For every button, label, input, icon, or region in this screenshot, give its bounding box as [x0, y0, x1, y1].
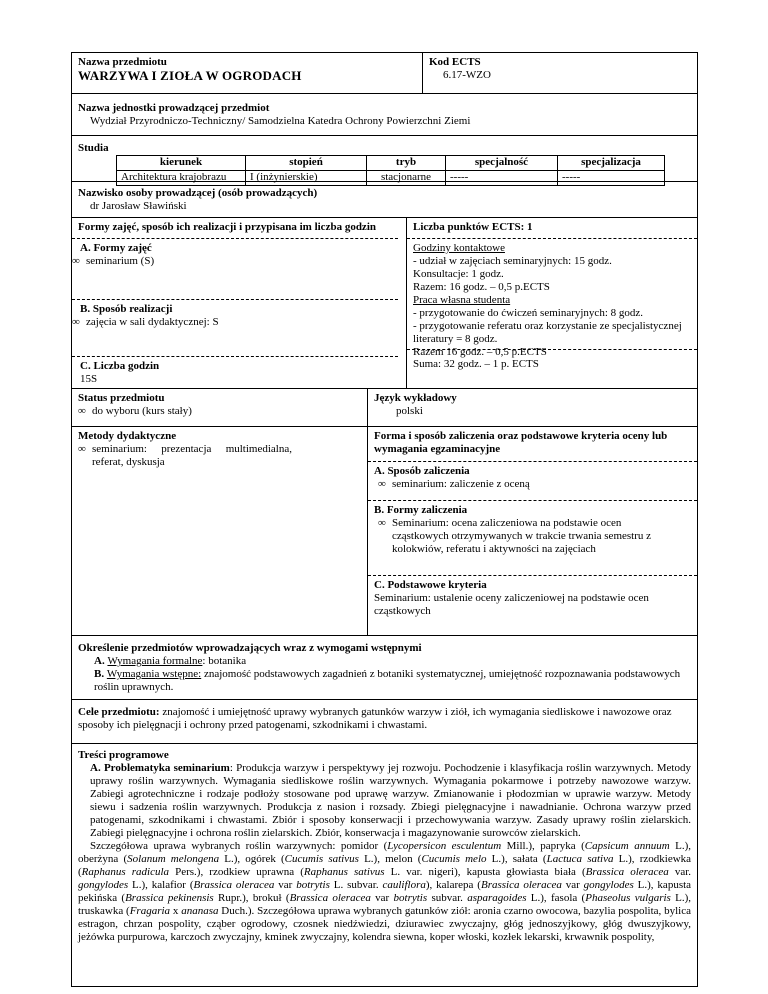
contact-line: - udział w zajęciach seminaryjnych: 15 godz.	[413, 255, 612, 267]
latin-name: Cucumis melo	[421, 853, 487, 865]
content-text: L. var. nigeri), kapusta głowiasta biała (	[384, 866, 586, 878]
forms-b-item	[72, 316, 392, 329]
assessment-a-value: seminarium: zaliczenie z oceną	[392, 478, 530, 490]
studia-value-tryb: stacjonarne	[367, 171, 446, 186]
bullet-icon: ∞	[378, 478, 386, 490]
content-text: Rupr.), brokuł (	[213, 892, 290, 904]
latin-name: botrytis	[296, 879, 330, 891]
forms-a-label: A. Formy zajęć	[80, 242, 152, 254]
assessment-b-value: Seminarium: ocena zaliczeniowa na podstawie ocen cząstkowych otrzymywanych w trakcie trwania semestru z kolokwiów, referatu i aktywności na zajęciach	[392, 517, 652, 555]
ects-points-sum: Suma: 32 godz. – 1 p. ECTS	[407, 349, 697, 374]
goals-row	[72, 700, 697, 744]
forms-b-item-text: zajęcia w sali dydaktycznej: S	[86, 316, 219, 328]
forms-cell	[72, 218, 398, 388]
language-value: polski	[396, 405, 423, 417]
subject-name: WARZYWA I ZIOŁA W OGRODACH	[78, 68, 302, 83]
prereq-b	[78, 668, 691, 694]
language-label: Język wykładowy	[374, 392, 457, 404]
content-text: ), kalarepa (	[425, 879, 481, 891]
unit-label: Nazwa jednostki prowadzącej przedmiot	[78, 102, 270, 114]
latin-name: Phaseolus vulgaris	[585, 892, 671, 904]
subject-row	[72, 53, 697, 94]
own-work-line: Razem 16 godz. – 0,5 p.ECTS	[413, 346, 547, 358]
ects-code-label: Kod ECTS	[429, 56, 481, 68]
forms-a-item-text: seminarium (S)	[86, 255, 155, 267]
assessment-b-label: B. Formy zaliczenia	[374, 504, 468, 516]
status-label: Status przedmiotu	[78, 392, 165, 404]
latin-name: Brassica oleracea	[480, 879, 562, 891]
ects-points-cell	[406, 218, 697, 388]
ects-code-cell	[422, 53, 697, 93]
studia-header-specjalizacja: specjalizacja	[558, 156, 665, 171]
content-label: Treści programowe	[78, 749, 169, 761]
forms-c	[72, 356, 398, 393]
contact-hours-title: Godziny kontaktowe	[413, 242, 505, 254]
assessment-c-label: C. Podstawowe kryteria	[374, 579, 487, 591]
status-value: do wyboru (kurs stały)	[92, 405, 192, 417]
assessment-c-value: Seminarium: ustalenie oceny zaliczeniowej na podstawie ocen cząstkowych	[374, 592, 649, 617]
own-work-line: - przygotowanie do ćwiczeń seminaryjnych: 8 godz.	[413, 307, 644, 319]
prereq-a-value: : botanika	[202, 655, 247, 667]
subject-label: Nazwa przedmiotu	[78, 56, 167, 68]
bullet-icon: ∞	[378, 517, 386, 529]
latin-name: Brassica oleracea	[585, 866, 669, 878]
assessment-b-item	[374, 517, 691, 556]
content-a	[78, 762, 691, 840]
content-text: Duch.). Szczegółowa uprawa wybranych gatunków ziół: aronia czarno owocowa, bazylia pospolita, bylica estragon, chrzan pospolity, cząber ogrodowy, czosnek niedźwiedzi, dziurawiec zwyczajny, głóg jednoszyjkowy, głóg dwuszyjkowy, jeżówka purpurowa, karczoch zwyczajny, kminek zwyczajny, kolendra siewna, koper włoski, kozłek lekarski, krwawnik pospolity,	[78, 905, 692, 943]
latin-name: Cucumis sativus	[284, 853, 359, 865]
content-text: L.), melon (	[358, 853, 422, 865]
latin-name: botrytis	[393, 892, 428, 904]
assessment-a-item	[374, 478, 691, 491]
content-p2	[78, 840, 691, 944]
goals-label: Cele przedmiotu:	[78, 706, 160, 718]
lecturer-label: Nazwisko osoby prowadzącej (osób prowadzących)	[78, 187, 318, 199]
content-text: L.), rzodkiewka (	[78, 853, 692, 878]
lecturer-value: dr Jarosław Sławiński	[90, 200, 187, 212]
methods-cell	[72, 427, 367, 635]
latin-name: Brassica pekinensis	[125, 892, 214, 904]
prereq-b-prefix: B.	[94, 668, 107, 680]
studia-value-stopien: I (inżynierskie)	[246, 171, 367, 186]
content-text: L.), ogórek (	[219, 853, 285, 865]
prereq-a-title: Wymagania formalne	[107, 655, 203, 667]
own-work-line: - przygotowanie referatu oraz korzystanie ze specjalistycznej literatury = 8 godz.	[413, 320, 682, 345]
latin-name: gongylodes	[583, 879, 634, 891]
latin-name: Solanum melongena	[127, 853, 220, 865]
methods-row	[72, 427, 697, 636]
status-row	[72, 389, 697, 427]
course-card	[71, 52, 698, 987]
studia-row	[72, 136, 697, 182]
assessment-label: Forma i sposób zaliczenia oraz podstawowe kryteria oceny lub wymagania egzaminacyjne	[374, 430, 668, 455]
own-work-title: Praca własna studenta	[413, 294, 511, 306]
studia-header-kierunek: kierunek	[117, 156, 246, 171]
latin-name: gongylodes	[78, 879, 129, 891]
content-text: L.), kalafior (	[128, 879, 194, 891]
content-text: L.), truskawka (	[78, 892, 692, 917]
goals-value: znajomość i umiejętność uprawy wybranych gatunków warzyw i ziół, ich wymagania siedliskowe i nawozowe oraz sposoby ich pielęgnacji i ochrony przed patogenami, szkodnikami i chwastami.	[78, 706, 672, 731]
content-text: Pers.), rzodkiew uprawna (	[169, 866, 304, 878]
ects-points-label: Liczba punktów ECTS: 1	[413, 221, 533, 233]
prereq-label: Określenie przedmiotów wprowadzających wraz z wymogami wstępnymi	[78, 642, 422, 654]
studia-label: Studia	[78, 142, 109, 154]
latin-name: Lactuca sativa	[546, 853, 614, 865]
unit-row	[72, 94, 697, 136]
content-text: var.	[668, 866, 692, 878]
bullet-icon: ∞	[78, 443, 86, 455]
assessment-b	[368, 500, 697, 575]
contact-line: Konsultacje: 1 godz.	[413, 268, 504, 280]
status-item	[78, 405, 361, 418]
forms-a	[72, 238, 398, 299]
content-text: x	[170, 905, 182, 917]
content-text: var	[274, 879, 297, 891]
language-cell	[367, 389, 697, 426]
content-text: L.), fasola (	[526, 892, 586, 904]
forms-b	[72, 299, 398, 356]
content-row	[72, 744, 697, 986]
studia-value-specjalizacja: -----	[558, 171, 665, 186]
prereq-b-value: znajomość podstawowych zagadnień z botaniki systematycznej, umiejętność rozpoznawania podstawowych roślin uprawnych.	[94, 668, 681, 693]
studia-value-specjalnosc: -----	[446, 171, 558, 186]
prereq-a	[78, 655, 691, 668]
prereq-row	[72, 636, 697, 700]
content-text: L.), oberżyna (	[78, 840, 691, 865]
assessment-a-label: A. Sposób zaliczenia	[374, 465, 470, 477]
latin-name: Raphanus radicula	[81, 866, 170, 878]
prereq-a-prefix: A.	[94, 655, 108, 667]
studia-header-stopien: stopień	[246, 156, 367, 171]
contact-line: Razem: 16 godz. – 0,5 p.ECTS	[413, 281, 550, 293]
assessment-a	[368, 461, 697, 500]
forms-a-item	[72, 255, 392, 268]
content-text: L.), sałata (	[486, 853, 547, 865]
forms-row	[72, 218, 697, 389]
studia-header-specjalnosc: specjalność	[446, 156, 558, 171]
assessment-cell	[367, 427, 697, 635]
latin-name: ananasa	[181, 905, 219, 917]
forms-c-value: 15S	[80, 373, 98, 385]
bullet-icon: ∞	[72, 255, 80, 267]
content-text: L. subvar.	[329, 879, 383, 891]
ects-points-breakdown	[407, 238, 697, 358]
latin-name: Capsicum annuum	[584, 840, 670, 852]
forms-c-label: C. Liczba godzin	[80, 360, 160, 372]
latin-name: Lycopersicon esculentum	[387, 840, 502, 852]
studia-value-kierunek: Architektura krajobrazu	[117, 171, 246, 186]
studia-header-tryb: tryb	[367, 156, 446, 171]
content-text: var	[561, 879, 584, 891]
latin-name: asparagoides	[467, 892, 527, 904]
forms-label: Formy zajęć, sposób ich realizacji i przypisana im liczba godzin	[78, 221, 376, 233]
latin-name: Brassica oleracea	[193, 879, 275, 891]
latin-name: Brassica oleracea	[289, 892, 371, 904]
status-cell	[72, 389, 367, 426]
forms-b-label: B. Sposób realizacji	[80, 303, 173, 315]
content-text: L.), kapusta pekińska (	[78, 879, 692, 904]
subject-cell	[72, 53, 422, 93]
bullet-icon: ∞	[72, 316, 80, 328]
studia-header-row	[117, 156, 665, 171]
unit-value: Wydział Przyrodniczo-Techniczny/ Samodzielna Katedra Ochrony Powierzchni Ziemi	[90, 115, 471, 127]
assessment-c	[368, 575, 697, 621]
content-text: Szczegółowa uprawa wybranych roślin warzywnych: pomidor (	[90, 840, 388, 852]
bullet-icon: ∞	[78, 405, 86, 417]
prereq-b-title: Wymagania wstępne:	[106, 668, 202, 680]
lecturer-row	[72, 182, 697, 218]
ects-code-value: 6.17-WZO	[443, 69, 491, 81]
latin-name: Raphanus sativus	[303, 866, 385, 878]
content-text: subvar.	[427, 892, 468, 904]
methods-value: seminarium: prezentacja multimedialna, referat, dyskusja	[92, 443, 292, 468]
content-text: var	[370, 892, 394, 904]
methods-item	[78, 443, 361, 469]
latin-name: Fragaria	[129, 905, 171, 917]
content-a-text: : Produkcja warzyw i perspektywy jej rozwoju. Pochodzenie i klasyfikacja roślin warzywnych. Metody uprawy roślin warzywnych. Wymagania siedliskowe roślin warzywnych. Wymagania pokarmowe i potrzeby nawozowe warzyw. Zabiegi agrotechniczne i rodzaje podłoży stosowane pod uprawę warzyw. Zmianowanie i płodozmian w uprawie warzyw. Metody siewu i sadzenia roślin warzywnych. Produkcja z nasion i rozsady. Zbiegi pielęgnacyjne i nawadnianie. Ochrona warzyw przed patogenami, szkodnikami i chwastami. Zbiór i sposoby konserwacji i przechowywania warzyw. Zasady uprawy roślin zielarskich. Zabiegi pielęgnacyjne i ochrona roślin zielarskich. Zbiór, konserwacja i magazynowanie surowców zielarskich.	[90, 762, 691, 839]
latin-name: cauliflora	[382, 879, 426, 891]
methods-label: Metody dydaktyczne	[78, 430, 177, 442]
content-text: Mill.), papryka (	[501, 840, 585, 852]
content-a-title: A. Problematyka seminarium	[90, 762, 230, 774]
